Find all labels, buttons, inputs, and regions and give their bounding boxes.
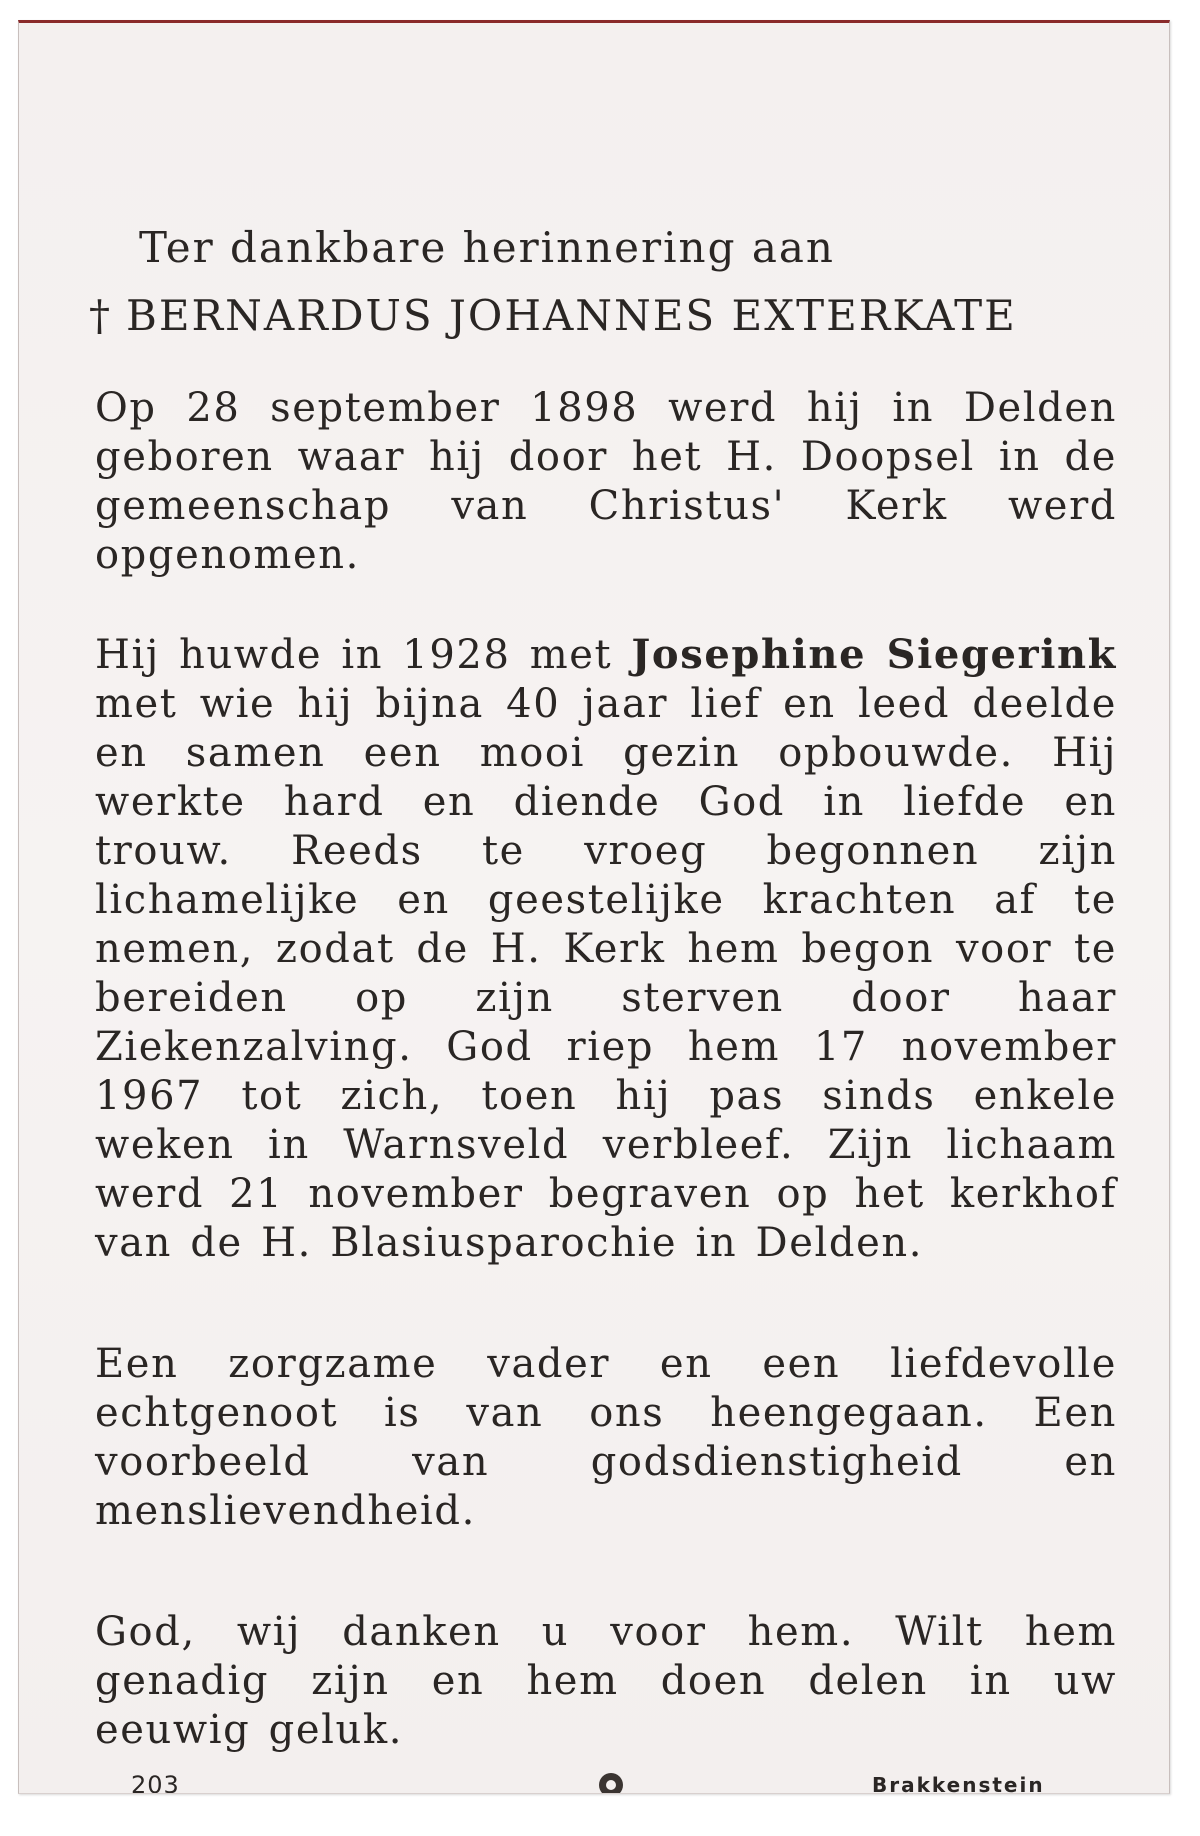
card-footer [19, 1771, 1169, 1794]
card-content [77, 223, 1119, 1794]
card-number: 203 [131, 1771, 180, 1794]
memorial-card [18, 20, 1170, 1794]
publisher-name: Brakkenstein [872, 1773, 1045, 1794]
life-text-before: Hij huwde in 1928 met [95, 631, 613, 678]
intro-text: Ter dankbare herinnering aan [139, 223, 835, 272]
deceased-name: BERNARDUS JOHANNES EXTERKATE [126, 291, 1017, 341]
life-paragraph [95, 630, 1117, 1268]
name-line [89, 291, 1119, 341]
spouse-name: Josephine Siegerink [631, 630, 1117, 678]
publisher-emblem-icon [599, 1773, 623, 1794]
cross-icon: † [89, 291, 112, 341]
life-text-after: met wie hij bijna 40 jaar lief en leed deelde en samen een mooi gezin opbouwde. Hij werkte hard en diende God in liefde en trouw. Reeds te vroeg begonnen zijn lichamelijke en geestelijke krachten af te nemen, zodat de H. Kerk hem begon voor te bereiden op zijn sterven door haar Ziekenzalving. God riep hem 17 november 1967 tot zich, toen hij pas sinds enkele weken in Warnsveld verbleef. Zijn lichaam werd 21 november begraven op het kerkhof van de H. Blasiusparochie in Delden. [95, 680, 1117, 1266]
prayer-paragraph: God, wij danken u voor hem. Wilt hem genadig zijn en hem doen delen in uw eeuwig geluk. [95, 1608, 1117, 1753]
tribute-paragraph: Een zorgzame vader en een liefdevolle echtgenoot is van ons heengegaan. Een voorbeeld van godsdienstigheid en menslievendheid. [95, 1340, 1117, 1534]
birth-paragraph: Op 28 september 1898 werd hij in Delden geboren waar hij door het H. Doopsel in de gemeenschap van Christus' Kerk werd opgenomen. [95, 384, 1117, 578]
